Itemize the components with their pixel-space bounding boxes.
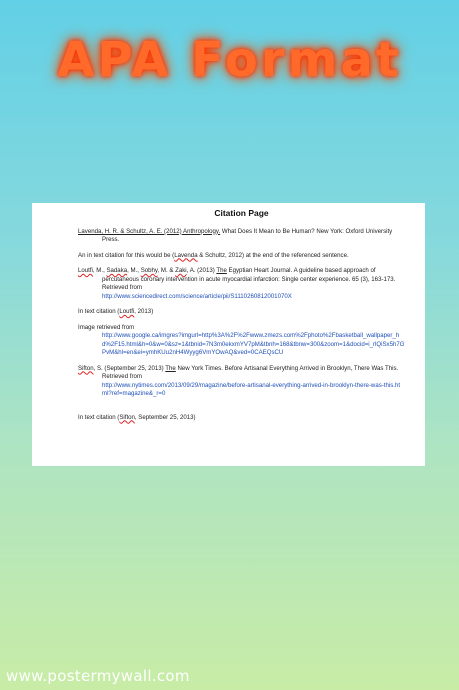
ref2-text-4: , A. (2013) [186,267,217,274]
poster-title: APA Format [57,32,402,88]
ref2-text-2: , M., [127,267,141,274]
ref2-author-3: Sobhy [140,267,158,274]
reference-loutfi [78,267,405,301]
site-watermark: www.postermywall.com [6,667,190,685]
image-reference [78,324,405,358]
ref2-url-link[interactable]: http://www.sciencedirect.com/science/article/pii/S1110260812001070X [102,292,292,300]
ref3-url-link[interactable]: http://www.nytimes.com/2013/09/29/magazine/before-artisanal-everything-arrived-in-brooklyn-there-was-this.html?ref=magazine&_r=0 [102,381,401,397]
note3-before: In text citation ( [78,413,120,421]
note2-name: Loutfi [119,308,135,315]
note2-before: In text citation ( [78,308,120,315]
ref1-rest: What Does It Mean to Be Human? New York: Oxford University Press. [102,227,393,243]
note3-after: , September 25, 2013) [134,413,196,421]
ref2-author-4: Zaki [175,267,187,274]
in-text-note-sifton [78,414,405,423]
ref1-authors: Lavenda, H. R. & Schultz, A. E. (2012) [78,227,182,235]
ref2-journal: The [216,267,227,274]
ref2-text-1: , M., [92,267,107,274]
ref1-source: Anthropology. [181,227,221,235]
note2-after: , 2013) [134,308,154,315]
note1-before: An in text citation for this would be ( [78,251,175,259]
note3-name: Sifton [119,413,135,421]
note1-name: Lavenda [174,251,198,259]
in-text-note-loutfi [78,308,405,317]
ref3-journal: The [165,364,176,372]
ref2-author-2: Sadaka [106,267,128,274]
ref2-author-1: Loutfi [78,267,93,274]
ref3-text-1: , S. (September 25, 2013) [93,364,166,372]
reference-lavenda [78,228,405,245]
ref3-rest: New York Times. Before Artisanal Everything Arrived in Brooklyn, There Was This. Retrieved from [102,364,399,380]
citation-document [32,203,425,466]
reference-sifton [78,365,405,399]
image-url-link[interactable]: http://www.google.ca/imgres?imgurl=http%3A%2F%2Fwww.zmezs.com%2Fphoto%2Fbasketball_wallpaper_hd%2F15.html&h=0&w=0&sz=1&tbnid=7N3m0ekxmYV7pM&tbnh=168&tbnw=300&zoom=1&docid=i_rlQiSx5h7GPvM&hl=en&ei=ymhKUu2nH4Wyyg6VmYOwAQ&ved=0CAEQsCU [102,332,405,356]
note1-after: & Schultz, 2012) at the end of the referenced sentence. [197,251,349,259]
ref2-rest: Egyptian Heart Journal. A guideline based approach of percutaneous coronary intervention in acute myocardial infarction: Single center experience. 65 (3), 163-173. Retrieved from [102,267,396,291]
in-text-note-lavenda [78,252,405,261]
ref2-text-3: , M. & [157,267,176,274]
ref3-author: Sifton [78,364,94,372]
image-label: Image retrieved from [78,323,135,331]
citation-page-heading: Citation Page [214,208,269,218]
